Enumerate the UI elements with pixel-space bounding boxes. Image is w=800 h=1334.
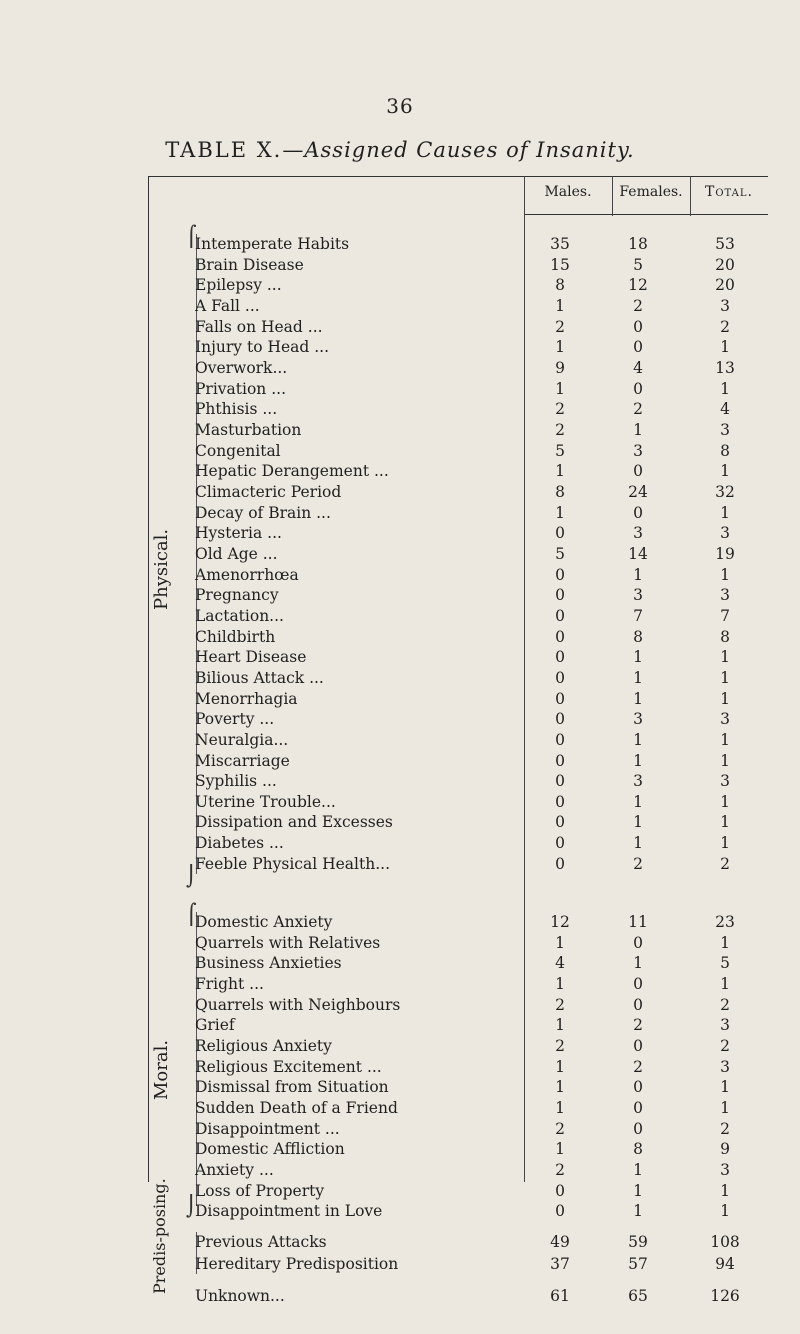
table-row [0, 399, 800, 419]
males-value: 1 [555, 1078, 565, 1096]
males-value: 1 [555, 1058, 565, 1076]
total-value: 3 [720, 297, 730, 315]
table-row [0, 379, 800, 399]
females-value: 1 [633, 1161, 643, 1179]
table-row [0, 771, 800, 791]
total-value: 126 [710, 1287, 740, 1305]
table-row [0, 812, 800, 832]
males-value: 0 [555, 834, 565, 852]
total-value: 19 [715, 545, 735, 563]
females-value: 65 [628, 1287, 648, 1305]
total-value: 3 [720, 586, 730, 604]
page-number: 36 [386, 94, 414, 118]
females-value: 3 [633, 710, 643, 728]
males-value: 49 [550, 1233, 570, 1251]
males-value: 1 [555, 504, 565, 522]
males-value: 37 [550, 1255, 570, 1273]
total-value: 2 [720, 855, 730, 873]
females-value: 14 [628, 545, 648, 563]
females-value: 0 [633, 338, 643, 356]
males-value: 0 [555, 731, 565, 749]
table-row [0, 1077, 800, 1097]
cause-label: Syphilis ... [195, 772, 277, 790]
males-value: 2 [555, 1037, 565, 1055]
females-value: 0 [633, 462, 643, 480]
cause-label: Climacteric Period [195, 483, 342, 501]
males-value: 1 [555, 975, 565, 993]
total-value: 1 [720, 1202, 730, 1220]
cause-label: Decay of Brain ... [195, 504, 331, 522]
table-row [0, 255, 800, 275]
table-row [0, 275, 800, 295]
cause-label: Quarrels with Neighbours [195, 996, 401, 1014]
females-value: 8 [633, 628, 643, 646]
table-row [0, 1254, 800, 1274]
females-value: 4 [633, 359, 643, 377]
females-value: 1 [633, 793, 643, 811]
total-value: 1 [720, 1099, 730, 1117]
cause-label: Grief [195, 1016, 235, 1034]
total-value: 20 [715, 256, 735, 274]
cause-label: Poverty ... [195, 710, 275, 728]
total-value: 4 [720, 400, 730, 418]
cause-label: Hepatic Derangement ... [195, 462, 389, 480]
females-value: 3 [633, 586, 643, 604]
females-value: 0 [633, 1099, 643, 1117]
table-row [0, 420, 800, 440]
females-value: 2 [633, 855, 643, 873]
females-value: 11 [628, 913, 648, 931]
total-value: 1 [720, 731, 730, 749]
table-row [0, 358, 800, 378]
females-value: 0 [633, 1037, 643, 1055]
total-value: 1 [720, 934, 730, 952]
females-value: 1 [633, 752, 643, 770]
col-total-header: Total. [705, 184, 753, 200]
cause-label: Domestic Anxiety [195, 913, 333, 931]
total-value: 108 [710, 1233, 740, 1251]
total-value: 2 [720, 318, 730, 336]
cause-label: Domestic Affliction [195, 1140, 345, 1158]
total-value: 32 [715, 483, 735, 501]
females-value: 2 [633, 297, 643, 315]
total-value: 8 [720, 628, 730, 646]
males-value: 0 [555, 1182, 565, 1200]
males-value: 0 [555, 628, 565, 646]
cause-label: Neuralgia... [195, 731, 289, 749]
males-value: 0 [555, 690, 565, 708]
physical-brace-bottom: ⌡ [186, 864, 197, 888]
group-label-predisposing: Predis-posing. [150, 1178, 169, 1294]
males-value: 0 [555, 752, 565, 770]
total-value: 3 [720, 421, 730, 439]
table-row [0, 461, 800, 481]
table-number: TABLE X. [165, 138, 283, 162]
table-row [0, 953, 800, 973]
males-value: 0 [555, 586, 565, 604]
table-row-unknown [0, 1286, 800, 1306]
cause-label: Lactation... [195, 607, 284, 625]
table-row [0, 1057, 800, 1077]
females-value: 2 [633, 1058, 643, 1076]
table-row [0, 234, 800, 254]
col-males-header: Males. [544, 184, 592, 200]
females-value: 1 [633, 834, 643, 852]
total-value: 1 [720, 752, 730, 770]
table-row [0, 296, 800, 316]
table-top-rule [148, 176, 768, 177]
females-value: 5 [633, 256, 643, 274]
total-value: 2 [720, 996, 730, 1014]
cause-label: Bilious Attack ... [195, 669, 324, 687]
cause-label: Intemperate Habits [195, 235, 350, 253]
males-value: 9 [555, 359, 565, 377]
total-value: 1 [720, 1182, 730, 1200]
moral-brace-bottom: ⌡ [186, 1194, 197, 1218]
col-females-header: Females. [619, 184, 683, 200]
cause-label: Heart Disease [195, 648, 307, 666]
females-value: 0 [633, 996, 643, 1014]
males-value: 2 [555, 996, 565, 1014]
table-row [0, 1098, 800, 1118]
table-row [0, 1015, 800, 1035]
group-label-moral: Moral. [151, 1039, 172, 1100]
cause-label: Pregnancy [195, 586, 279, 604]
table-row [0, 751, 800, 771]
total-value: 1 [720, 566, 730, 584]
total-value: 23 [715, 913, 735, 931]
females-value: 12 [628, 276, 648, 294]
females-value: 0 [633, 318, 643, 336]
males-value: 0 [555, 566, 565, 584]
males-value: 1 [555, 297, 565, 315]
table-row [0, 1036, 800, 1056]
cause-label: Previous Attacks [195, 1233, 327, 1251]
cause-label: Feeble Physical Health... [195, 855, 390, 873]
total-value: 1 [720, 813, 730, 831]
table-row [0, 482, 800, 502]
cause-label: Unknown... [195, 1287, 285, 1305]
females-value: 0 [633, 1078, 643, 1096]
females-value: 1 [633, 669, 643, 687]
females-value: 1 [633, 731, 643, 749]
cause-label: Uterine Trouble... [195, 793, 336, 811]
females-value: 1 [633, 1182, 643, 1200]
total-value: 1 [720, 648, 730, 666]
males-value: 15 [550, 256, 570, 274]
table-row [0, 337, 800, 357]
females-value: 0 [633, 975, 643, 993]
cause-label: Disappointment ... [195, 1120, 340, 1138]
table-row [0, 627, 800, 647]
males-value: 1 [555, 934, 565, 952]
males-value: 0 [555, 607, 565, 625]
cause-label: Diabetes ... [195, 834, 284, 852]
cause-label: Miscarriage [195, 752, 290, 770]
total-value: 3 [720, 524, 730, 542]
females-value: 2 [633, 1016, 643, 1034]
total-value: 3 [720, 1016, 730, 1034]
females-value: 3 [633, 772, 643, 790]
males-value: 0 [555, 855, 565, 873]
females-value: 7 [633, 607, 643, 625]
males-value: 5 [555, 545, 565, 563]
total-value: 1 [720, 793, 730, 811]
males-value: 2 [555, 400, 565, 418]
table-row [0, 933, 800, 953]
table-row [0, 833, 800, 853]
total-value: 9 [720, 1140, 730, 1158]
cause-label: Old Age ... [195, 545, 278, 563]
cause-label: Fright ... [195, 975, 264, 993]
table-row [0, 912, 800, 932]
total-value: 8 [720, 442, 730, 460]
cause-label: Falls on Head ... [195, 318, 323, 336]
total-value: 1 [720, 669, 730, 687]
group-label-physical: Physical. [151, 528, 172, 610]
header-bottom-rule [524, 214, 768, 215]
table-row [0, 523, 800, 543]
table-row [0, 792, 800, 812]
males-value: 2 [555, 1161, 565, 1179]
females-value: 1 [633, 421, 643, 439]
table-row [0, 730, 800, 750]
females-value: 1 [633, 954, 643, 972]
cause-label: Privation ... [195, 380, 287, 398]
total-value: 1 [720, 338, 730, 356]
males-value: 0 [555, 669, 565, 687]
total-value: 2 [720, 1120, 730, 1138]
title-dash: — [282, 138, 305, 162]
table-row [0, 995, 800, 1015]
total-value: 1 [720, 380, 730, 398]
table-row [0, 606, 800, 626]
males-value: 1 [555, 338, 565, 356]
table-row [0, 689, 800, 709]
males-value: 2 [555, 318, 565, 336]
total-value: 5 [720, 954, 730, 972]
males-value: 8 [555, 276, 565, 294]
females-value: 0 [633, 504, 643, 522]
total-value: 7 [720, 607, 730, 625]
table-row [0, 709, 800, 729]
males-value: 1 [555, 380, 565, 398]
cause-label: Dissipation and Excesses [195, 813, 393, 831]
cause-label: Anxiety ... [195, 1161, 274, 1179]
males-value: 0 [555, 793, 565, 811]
total-value: 20 [715, 276, 735, 294]
females-value: 3 [633, 524, 643, 542]
males-value: 1 [555, 1140, 565, 1158]
cause-label: Business Anxieties [195, 954, 342, 972]
females-value: 1 [633, 690, 643, 708]
total-value: 94 [715, 1255, 735, 1273]
males-value: 1 [555, 1099, 565, 1117]
males-value: 5 [555, 442, 565, 460]
total-value: 3 [720, 772, 730, 790]
table-subtitle: Assigned Causes of Insanity. [304, 138, 635, 162]
total-value: 2 [720, 1037, 730, 1055]
cause-label: Religious Anxiety [195, 1037, 332, 1055]
males-value: 4 [555, 954, 565, 972]
table-row [0, 854, 800, 874]
table-row [0, 317, 800, 337]
females-value: 1 [633, 648, 643, 666]
cause-label: Overwork... [195, 359, 288, 377]
table-title [0, 138, 800, 162]
cause-label: Disappointment in Love [195, 1202, 383, 1220]
table-row [0, 1232, 800, 1252]
table-row [0, 1160, 800, 1180]
total-value: 1 [720, 462, 730, 480]
total-value: 1 [720, 504, 730, 522]
cause-label: A Fall ... [195, 297, 260, 315]
physical-brace-top: ⌠ [186, 224, 197, 248]
table-row [0, 1201, 800, 1221]
males-value: 2 [555, 421, 565, 439]
males-value: 61 [550, 1287, 570, 1305]
males-value: 0 [555, 772, 565, 790]
females-value: 0 [633, 380, 643, 398]
cause-label: Childbirth [195, 628, 276, 646]
table-row [0, 668, 800, 688]
males-value: 0 [555, 524, 565, 542]
males-value: 2 [555, 1120, 565, 1138]
cause-label: Masturbation [195, 421, 302, 439]
total-value: 3 [720, 710, 730, 728]
table-row [0, 441, 800, 461]
females-value: 8 [633, 1140, 643, 1158]
cause-label: Loss of Property [195, 1182, 325, 1200]
females-value: 18 [628, 235, 648, 253]
total-value: 1 [720, 690, 730, 708]
females-value: 59 [628, 1233, 648, 1251]
males-value: 0 [555, 1202, 565, 1220]
total-value: 13 [715, 359, 735, 377]
table-row [0, 1119, 800, 1139]
table-row [0, 647, 800, 667]
males-value: 1 [555, 462, 565, 480]
males-value: 8 [555, 483, 565, 501]
table-row [0, 1139, 800, 1159]
females-value: 1 [633, 1202, 643, 1220]
total-value: 1 [720, 975, 730, 993]
cause-label: Epilepsy ... [195, 276, 282, 294]
cause-label: Religious Excitement ... [195, 1058, 382, 1076]
females-value: 1 [633, 813, 643, 831]
total-value: 53 [715, 235, 735, 253]
cause-label: Phthisis ... [195, 400, 278, 418]
males-value: 35 [550, 235, 570, 253]
cause-label: Congenital [195, 442, 281, 460]
cause-label: Dismissal from Situation [195, 1078, 389, 1096]
cause-label: Hereditary Predisposition [195, 1255, 399, 1273]
females-value: 1 [633, 566, 643, 584]
total-value: 3 [720, 1161, 730, 1179]
cause-label: Sudden Death of a Friend [195, 1099, 398, 1117]
table-row [0, 544, 800, 564]
table-row [0, 565, 800, 585]
table-row [0, 503, 800, 523]
cause-label: Menorrhagia [195, 690, 298, 708]
cause-label: Quarrels with Relatives [195, 934, 381, 952]
cause-label: Amenorrhœa [195, 566, 299, 584]
table-row [0, 1181, 800, 1201]
females-value: 2 [633, 400, 643, 418]
cause-label: Injury to Head ... [195, 338, 330, 356]
table-row [0, 974, 800, 994]
cause-label: Hysteria ... [195, 524, 282, 542]
males-value: 0 [555, 813, 565, 831]
females-value: 57 [628, 1255, 648, 1273]
females-value: 0 [633, 934, 643, 952]
females-value: 0 [633, 1120, 643, 1138]
females-value: 24 [628, 483, 648, 501]
males-value: 0 [555, 710, 565, 728]
moral-brace-top: ⌠ [186, 902, 197, 926]
table-row [0, 585, 800, 605]
cause-label: Brain Disease [195, 256, 304, 274]
total-value: 1 [720, 1078, 730, 1096]
males-value: 12 [550, 913, 570, 931]
total-value: 1 [720, 834, 730, 852]
males-value: 0 [555, 648, 565, 666]
males-value: 1 [555, 1016, 565, 1034]
females-value: 3 [633, 442, 643, 460]
total-value: 3 [720, 1058, 730, 1076]
